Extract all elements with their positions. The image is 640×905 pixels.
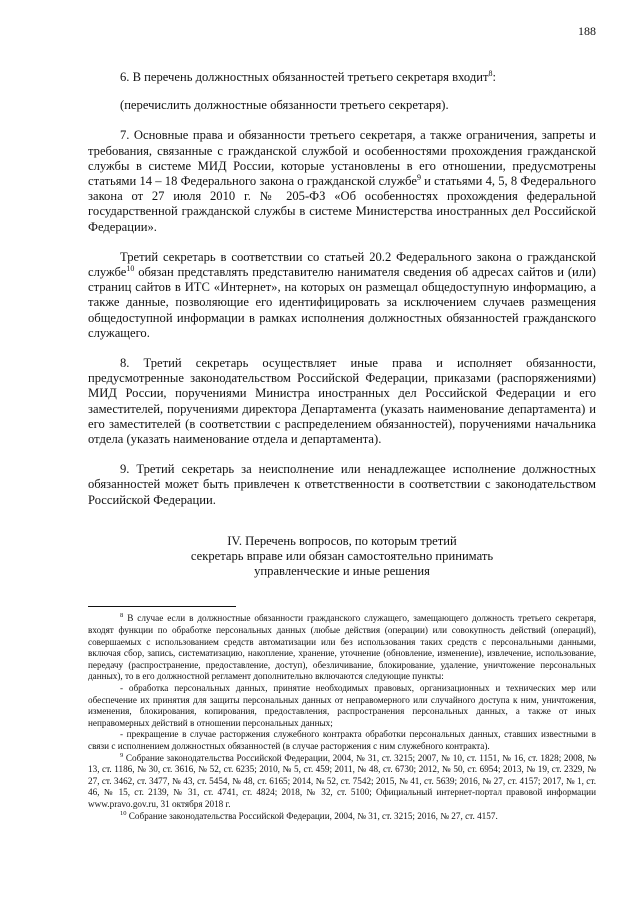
document-body — [88, 70, 596, 822]
paragraph-7-text-a: 7. Основные права и обязанности третьего секретаря, а также ограничения, запреты и требования, связанные с гражданской службой и особенностями прохождения гражданской службы в системе МИД России, которые установлены в его отношении, предусмотрены статьями 14 – 18 Федерального закона о гражданской службе — [88, 128, 596, 189]
section-heading-line-3: управленческие и иные решения — [254, 564, 430, 579]
page-number: 188 — [578, 24, 596, 38]
section-heading-line-2: секретарь вправе или обязан самостоятельно принимать — [190, 549, 494, 564]
paragraph-6-tail: : — [492, 70, 496, 84]
paragraph-6 — [88, 70, 596, 85]
footnote-10 — [88, 811, 596, 823]
paragraph-internet-text-b: обязан представлять представителю нанимателя сведения об адресах сайтов и (или) страниц сайтов в ИТС «Интернет», на которых он размещал общедоступную информацию, а также данные, позволяющие его идентифицировать за исключением случаев размещения общедоступной информации в рамках исполнения должностных обязанностей гражданского служащего. — [88, 265, 596, 340]
paragraph-6-placeholder: (перечислить должностные обязанности третьего секретаря). — [120, 98, 449, 113]
footnote-8-item-2: - прекращение в случае расторжения служебного контракта обработки персональных данных, ставших известными в связи с исполнением должностных обязанностей (в случае расторжения с ним служебного контракта). — [88, 729, 596, 752]
paragraph-7 — [88, 128, 596, 234]
footnote-10-marker: 10 — [120, 809, 127, 817]
footnote-9 — [88, 753, 596, 811]
footnote-ref-9: 9 — [416, 172, 421, 182]
footnote-8-item-1: - обработка персональных данных, принятие необходимых правовых, организационных и технических мер или обеспечение их принятия для защиты персональных данных от неправомерного или случайного доступа к ним, уничтожения, изменения, блокирования, копирования, предоставления, распространения персональных данных, а также от иных неправомерных действий в отношении персональных данных; — [88, 683, 596, 728]
footnote-ref-10: 10 — [126, 263, 135, 273]
footnote-ref-8: 8 — [488, 68, 493, 78]
footnote-9-text: Собрание законодательства Российской Федерации, 2004, № 31, ст. 3215; 2007, № 10, ст. 1151, № 16, ст. 1828; 2008, № 13, ст. 1186, № 30, ст. 3616, № 52, ст. 6235; 2010, № 5, ст. 459; 2011, № 48, ст. 6730; 2012, № 50, ст. 6954; 2013, № 19, ст. 2329, № 27, ст. 3462, ст. 3477, № 43, ст. 5454, № 48, ст. 6165; 2014, № 52, ст. 7542; 2015, № 41, ст. 5639; 2016, № 27, ст. 4157; 2017, № 1, ст. 46, № 15, ст. 2139, № 31, ст. 4741, ст. 4824; 2018, № 32, ст. 5100; Официальный интернет-портал правовой информации www.pravo.gov.ru, 31 октября 2018 г. — [88, 752, 596, 809]
footnote-8-marker: 8 — [120, 612, 124, 620]
footnote-divider — [88, 606, 236, 607]
footnotes — [88, 613, 596, 822]
section-heading — [88, 534, 596, 580]
footnote-9-marker: 9 — [120, 751, 124, 759]
paragraph-8: 8. Третий секретарь осуществляет иные права и исполняет обязанности, предусмотренные законодательством Российской Федерации, приказами (распоряжениями) МИД России, поручениями Министра иностранных дел Российской Федерации и его заместителей, поручениями директора Департамента (указать наименование департамента) и его заместителей (в соответствии с распределением обязанностей), поручениями начальника отдела (указать наименование отдела и департамента). — [88, 356, 596, 447]
paragraph-6-text: 6. В перечень должностных обязанностей третьего секретаря входит — [120, 70, 489, 84]
section-heading-line-1: IV. Перечень вопросов, по которым третий — [227, 533, 457, 548]
footnote-8 — [88, 613, 596, 683]
paragraph-internet-text-a: Третий секретарь в соответствии со статьей 20.2 Федерального закона о гражданской службе — [88, 249, 596, 280]
paragraph-9: 9. Третий секретарь за неисполнение или ненадлежащее исполнение должностных обязанностей может быть привлечен к ответственности в соответствии с законодательством Российской Федерации. — [88, 462, 596, 507]
paragraph-7-internet — [88, 250, 596, 341]
footnote-10-text: Собрание законодательства Российской Федерации, 2004, № 31, ст. 3215; 2016, № 27, ст. 4157. — [126, 810, 498, 821]
paragraph-7-text-b: и статьями 4, 5, 8 Федерального закона от 27 июля 2010 г. № 205-ФЗ «Об особенностях прохождения федеральной государственной гражданской службы в системе Министерства иностранных дел Российской Федерации». — [88, 174, 596, 234]
footnote-8-text: В случае если в должностные обязанности гражданского служащего, замещающего должность третьего секретаря, входят функции по обработке персональных данных (любые действия (операции) или совокупность действий (операций), совершаемых с использованием средств автоматизации или без использования таких средств с персональными данными, включая сбор, запись, систематизацию, накопление, хранение, уточнение (обновление, изменение), извлечение, использование, передачу (распространение, предоставление, доступ), обезличивание, блокирование, удаление, уничтожение персональных данных), то в его должностной регламент дополнительно включаются следующие пункты: — [88, 613, 596, 682]
